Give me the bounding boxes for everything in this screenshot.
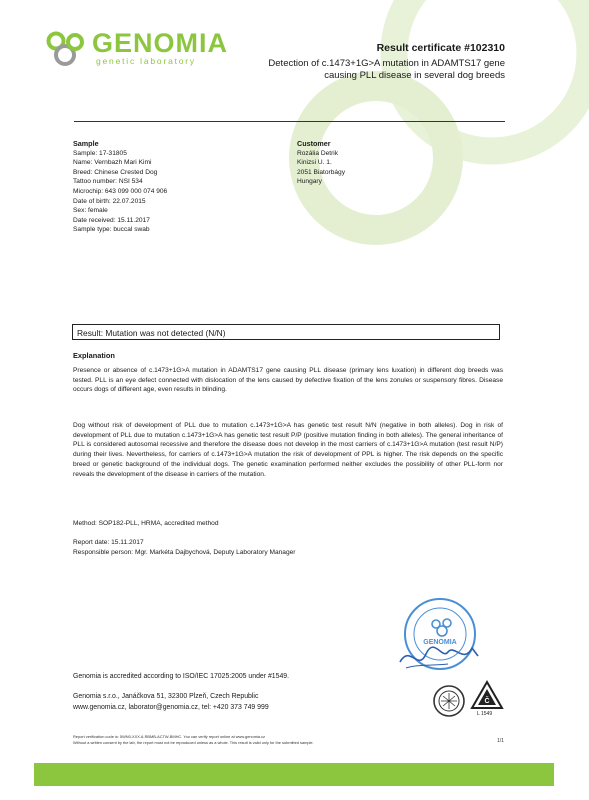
accreditation-text: Genomia is accredited according to ISO/IEC 17025:2005 under #1549. bbox=[73, 673, 290, 680]
sample-line: Sex: female bbox=[73, 207, 108, 215]
page-number: 1/1 bbox=[497, 738, 504, 744]
certificate-subtitle: Detection of c.1473+1G>A mutation in ADAMTS17 gene causing PLL disease in several dog breeds bbox=[268, 58, 505, 81]
sample-line: Microchip: 643 099 000 074 906 bbox=[73, 187, 168, 195]
company-address: Genomia s.r.o., Janáčkova 51, 32300 Plzeň, Czech Republic bbox=[73, 693, 259, 700]
stamp-text: GENOMIA bbox=[423, 639, 457, 646]
sample-line: Tattoo number: NSI 534 bbox=[73, 178, 143, 186]
sample-line: Name: Vernbazh Mari Kimi bbox=[73, 159, 152, 167]
svg-text:Č: Č bbox=[484, 698, 490, 705]
customer-line: Hungary bbox=[297, 178, 322, 186]
customer-line: 2051 Biatorbágy bbox=[297, 168, 346, 176]
sample-line: Sample type: buccal swab bbox=[73, 226, 150, 234]
result-box: Result: Mutation was not detected (N/N) bbox=[72, 324, 500, 340]
sample-line: Sample: 17-31805 bbox=[73, 149, 127, 157]
explanation-heading: Explanation bbox=[73, 351, 115, 360]
customer-heading: Customer bbox=[297, 139, 331, 148]
sample-heading: Sample bbox=[73, 139, 99, 148]
header-divider bbox=[74, 121, 505, 122]
explanation-paragraph-1: Presence or absence of c.1473+1G>A mutation in ADAMTS17 gene causing PLL disease (primary lens luxation) in different dog breeds was tested. PLL is an eye defect connected with dislocation of the lens caused by defective fixation of the lens zonules or suspensory fibres. Disease occurs dogs of different age, even results in blinding. bbox=[73, 367, 503, 394]
sample-line: Breed: Chinese Crested Dog bbox=[73, 168, 158, 176]
logo-rings-icon bbox=[46, 30, 88, 68]
customer-block bbox=[297, 139, 345, 187]
sample-block bbox=[73, 139, 167, 235]
verification-note: Report verification code is: 5WN0-XXX-6-RBMB-ACTW-BMHC. You can verify report online at www.genomia.cz bbox=[73, 734, 265, 739]
method-line: Method: SOP182-PLL, HRMA, accredited method bbox=[73, 520, 219, 527]
sample-line: Date of birth: 22.07.2015 bbox=[73, 197, 146, 205]
genomia-logo bbox=[46, 30, 228, 68]
explanation-paragraph-2: Dog without risk of development of PLL due to mutation c.1473+1G>A has genetic test result N/N (negative in both alleles). Dog in risk of development of PLL due to mutation c.1473+1G>A has genetic test result P/P (positive mutation finding in both alleles). The general inheritance of PLL is considered autosomal recessive and therefore the disease does not develop in the most carriers of c.1473+1G>A mutation (test result N/P) during their lives. Nevertheless, for carriers of c.1473+1G>A mutation the risk of development of PPL is higher. The risk depends on the specific breed or genetic background of the individual dogs. The genetic examination performed neither excludes the possibility of other PLL-form nor reveals the development of the disease in carriers of the mutation. bbox=[73, 422, 503, 478]
company-contact: www.genomia.cz, laborator@genomia.cz, tel: +420 373 749 999 bbox=[73, 704, 269, 711]
certificate-title: Result certificate #102310 bbox=[376, 42, 505, 54]
report-date-line: Report date: 15.11.2017 bbox=[73, 539, 144, 546]
footer-green-bar bbox=[34, 763, 554, 786]
responsible-person-line: Responsible person: Mgr. Markéta Dajbychová, Deputy Laboratory Manager bbox=[73, 549, 296, 556]
accreditation-number: L 1549 bbox=[477, 711, 493, 717]
reproduction-note: Without a written consent by the lab, the report must not be reproduced unless as a whole. This result is valid only for the submitted sample. bbox=[73, 740, 314, 745]
customer-line: Kinizsi U. 1. bbox=[297, 159, 332, 167]
logo-tagline: genetic laboratory bbox=[96, 56, 196, 66]
accreditation-triangle-icon bbox=[470, 680, 504, 710]
logo-wordmark: GENOMIA bbox=[92, 28, 229, 58]
sample-line: Date received: 15.11.2017 bbox=[73, 216, 150, 224]
laboratory-stamp bbox=[392, 594, 492, 680]
certification-badge-icon bbox=[432, 684, 466, 718]
customer-line: Rozália Detrik bbox=[297, 149, 339, 157]
